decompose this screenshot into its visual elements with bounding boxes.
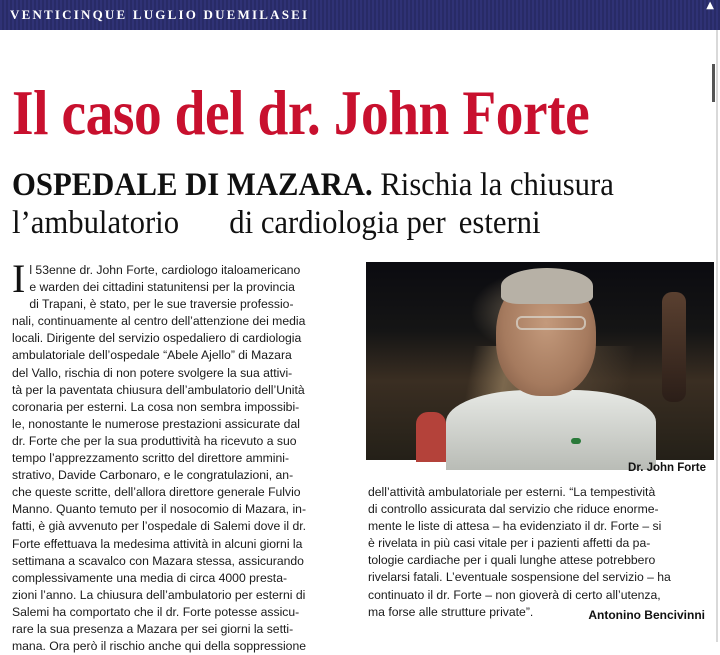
article-body-right-column (368, 484, 708, 621)
subhead-line2-a: l’ambulatorio (12, 205, 180, 241)
left-column-line: Forte effettuava la medesima attività in alcuni giorni la (12, 536, 303, 551)
right-column-line: tologie cardiache per i quali lunghe attese potrebbero (368, 553, 656, 568)
left-column-line: locali. Dirigente del servizio ospedaliero di cardiologia (12, 331, 302, 346)
left-column-line: nali, continuamente al centro dell’attenzione dei media (12, 314, 306, 329)
photo-bystander-red (416, 412, 446, 462)
right-column-line: dell’attività ambulatoriale per esterni. “La tempestività (368, 485, 656, 499)
photo-shirt (446, 390, 656, 470)
article-subheadline-line1 (12, 168, 663, 202)
left-column-line: di Trapani, è stato, per le sue traversie professio- (29, 297, 294, 312)
left-column-line: ambulatoriale dell’ospedale “Abele Ajello” di Mazara (12, 348, 292, 363)
masthead-band (0, 0, 720, 30)
left-column-line: zioni l’anno. La chiusura dell’ambulatorio per esterni di (12, 587, 306, 602)
left-column-line: l 53enne dr. John Forte, cardiologo italoamericano (29, 263, 301, 277)
right-margin-rule (716, 30, 718, 642)
right-column-line: mente le liste di attesa – ha evidenziato il dr. Forte – si (368, 519, 662, 534)
article-subheadline-line2 (12, 206, 663, 240)
left-column-line: strativo, Davide Carbonaro, e le congratulazioni, an- (12, 468, 294, 483)
photo-hair (501, 268, 593, 304)
left-column-line: coronaria per esterni. La cosa non sembra impossibi- (12, 399, 300, 414)
right-column-line: ma forse alle strutture private”. (368, 604, 534, 619)
left-column-line: rare la sua presenza a Mazara per sei giorni la setti- (12, 621, 294, 636)
photo-bystander (662, 292, 686, 402)
left-column-line: che queste scritte, dell’allora direttore generale Fulvio (12, 485, 301, 500)
left-column-line: mana. Ora però il rischio anche qui della soppressione (12, 639, 307, 654)
left-column-line: complessivamente una media di circa 4000 presta- (12, 570, 288, 585)
issue-date-label: VENTICINQUE LUGLIO DUEMILASEI (10, 7, 310, 22)
author-signature: Antonino Bencivinni (588, 608, 705, 622)
subhead-kicker: OSPEDALE DI MAZARA. (12, 167, 373, 203)
left-column-text (12, 256, 360, 655)
right-column-line: di controllo assicurata dal servizio che riduce enorme- (368, 502, 659, 517)
drop-cap: I (12, 256, 26, 301)
right-column-line: continuato il dr. Forte – non gioverà di certo all’utenza, (368, 587, 661, 602)
left-column-line: dr. Forte che per la sua produttività ha ricevuto a suo (12, 433, 297, 448)
subhead-line1-text: Rischia la chiusura (380, 167, 614, 203)
left-column-line: tempo l’apprezzamento scritto del direttore ammini- (12, 451, 290, 466)
article-headline: Il caso del dr. John Forte (12, 77, 590, 148)
left-column-line: settimana a scavalco con Mazara stessa, assicurando (12, 553, 304, 568)
left-column-line: fatti, è già avvenuto per l’ospedale di Salemi dove il dr. (12, 519, 307, 534)
shirt-logo-icon (571, 438, 581, 444)
left-column-line: Salemi ha comportato che il dr. Forte potesse assicu- (12, 604, 300, 619)
corner-triangle-icon: ▲ (706, 0, 714, 11)
portrait-photo (366, 262, 714, 460)
left-column-line: tà per la paventata chiusura dell’ambulatorio dell’Unità (12, 382, 305, 397)
right-column-line: è rivelata in più casi vitale per i pazienti affetti da pa- (368, 536, 651, 551)
subhead-line2-c: esterni (458, 205, 541, 241)
left-column-line: del Vallo, rischia di non potere svolgere la sua attivi- (12, 365, 293, 380)
left-column-line: le, nonostante le numerose prestazioni assicurate dal (12, 416, 300, 431)
article-body-left-column (12, 256, 360, 655)
left-column-line: e warden dei cittadini statunitensi per la provincia (29, 280, 295, 295)
right-column-line: rivelarsi fatali. L’eventuale sospensione del servizio – ha (368, 570, 671, 585)
scroll-marker (712, 64, 715, 102)
subhead-line2-b: di cardiologia per (229, 205, 446, 241)
photo-glasses (516, 316, 586, 330)
left-column-line: Manno. Quanto temuto per il nosocomio di Mazara, in- (12, 502, 306, 517)
photo-caption: Dr. John Forte (628, 462, 706, 474)
